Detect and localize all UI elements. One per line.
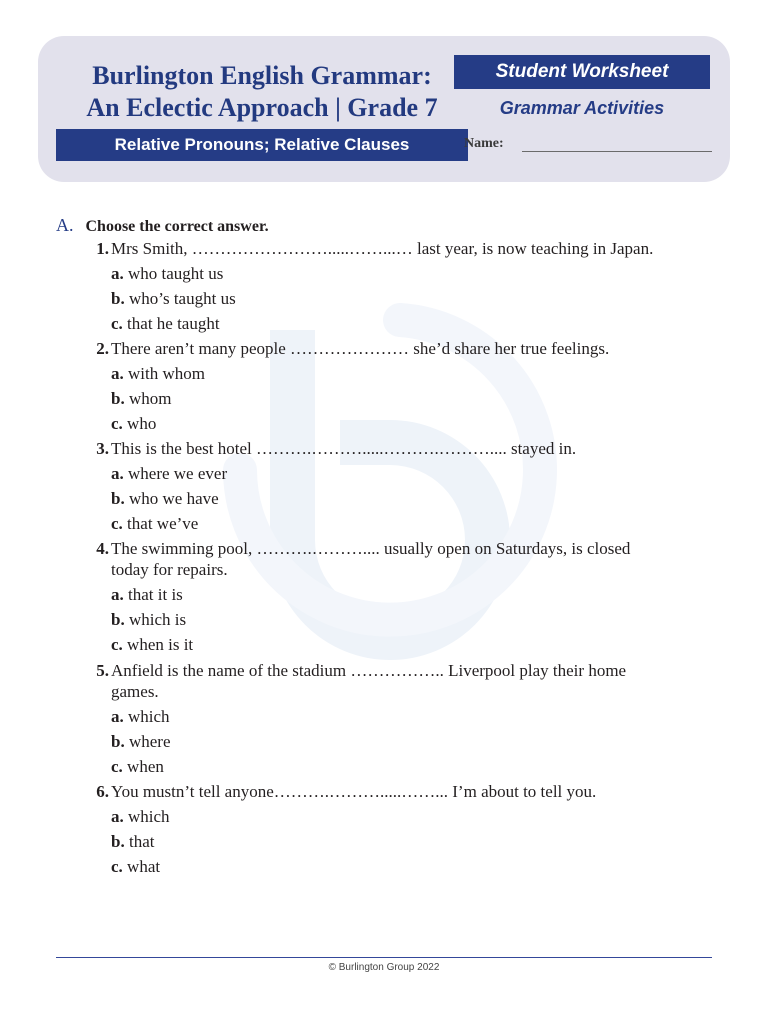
answer-option[interactable]: [111, 413, 156, 435]
grammar-activities-label: Grammar Activities: [499, 98, 665, 118]
answer-option[interactable]: [111, 584, 183, 606]
option-letter: c.: [111, 514, 123, 533]
title-line-2: An Eclectic Approach | Grade 7: [86, 93, 438, 122]
question-number: 2.: [96, 339, 109, 358]
answer-option[interactable]: [111, 388, 171, 410]
option-text: that it is: [128, 585, 183, 604]
answer-option[interactable]: [111, 263, 223, 285]
option-letter: a.: [111, 464, 124, 483]
question-text: There aren’t many people ………………… she’d share her true feelings.: [111, 339, 610, 358]
answer-option[interactable]: [111, 513, 198, 535]
question-text: You mustn’t tell anyone……….……….....……... I’m about to tell you.: [111, 782, 597, 801]
name-field[interactable]: [464, 136, 716, 158]
footer-copyright: © Burlington Group 2022: [328, 962, 440, 973]
topic-banner: Relative Pronouns; Relative Clauses: [56, 129, 468, 161]
option-text: who: [127, 414, 157, 433]
option-text: where we ever: [128, 464, 228, 483]
option-text: where: [128, 732, 171, 751]
title-line-1: Burlington English Grammar:: [92, 61, 432, 90]
answer-option[interactable]: [111, 831, 154, 853]
option-text: with whom: [128, 364, 205, 383]
answer-option[interactable]: [111, 806, 170, 828]
section-heading: [56, 212, 269, 240]
question-text: The swimming pool, ……….……….... usually open on Saturdays, is closed: [111, 539, 631, 558]
option-letter: b.: [111, 832, 125, 851]
option-text: who we have: [128, 489, 219, 508]
option-letter: c.: [111, 414, 123, 433]
answer-option[interactable]: [111, 463, 227, 485]
question-text: This is the best hotel ……….……….....……….……….... stayed in.: [111, 439, 577, 458]
option-letter: a.: [111, 264, 124, 283]
answer-option[interactable]: [111, 313, 220, 335]
answer-option[interactable]: [111, 856, 160, 878]
question-number: 4.: [96, 539, 109, 558]
answer-option[interactable]: [111, 634, 193, 656]
question-text: games.: [111, 682, 159, 701]
option-letter: c.: [111, 314, 123, 333]
question-text: Mrs Smith, …………………….....……...… last year, is now teaching in Japan.: [111, 239, 654, 258]
option-letter: b.: [111, 732, 125, 751]
option-letter: a.: [111, 707, 124, 726]
option-letter: b.: [111, 610, 125, 629]
footer-divider: [56, 957, 712, 958]
option-text: what: [127, 857, 161, 876]
answer-option[interactable]: [111, 363, 205, 385]
option-text: which: [128, 807, 170, 826]
option-text: when: [127, 757, 164, 776]
answer-option[interactable]: [111, 609, 186, 631]
option-text: that he taught: [127, 314, 220, 333]
option-text: whom: [128, 389, 172, 408]
section-instruction: Choose the correct answer.: [85, 218, 269, 235]
option-letter: a.: [111, 364, 124, 383]
option-text: who taught us: [128, 264, 224, 283]
option-letter: b.: [111, 389, 125, 408]
answer-option[interactable]: [111, 756, 164, 778]
option-text: that: [128, 832, 155, 851]
option-letter: c.: [111, 757, 123, 776]
answer-option[interactable]: [111, 706, 170, 728]
name-line[interactable]: [522, 151, 712, 152]
option-letter: b.: [111, 289, 125, 308]
option-letter: a.: [111, 585, 124, 604]
option-text: who’s taught us: [128, 289, 236, 308]
worksheet-header: [38, 36, 730, 182]
option-letter: c.: [111, 635, 123, 654]
option-text: which is: [128, 610, 187, 629]
question-number: 1.: [96, 239, 109, 258]
answer-option[interactable]: [111, 731, 171, 753]
option-text: when is it: [127, 635, 194, 654]
question-number: 5.: [96, 661, 109, 680]
question-number: 6.: [96, 782, 109, 801]
answer-option[interactable]: [111, 288, 236, 310]
student-worksheet-banner: Student Worksheet: [454, 55, 710, 89]
question-number: 3.: [96, 439, 109, 458]
name-label: Name:: [464, 136, 504, 151]
question-text: Anfield is the name of the stadium …………….. Liverpool play their home: [111, 661, 627, 680]
option-text: which: [128, 707, 170, 726]
option-letter: b.: [111, 489, 125, 508]
section-letter: A.: [56, 215, 74, 235]
worksheet-title: [62, 60, 462, 124]
answer-option[interactable]: [111, 488, 219, 510]
option-text: that we’ve: [127, 514, 199, 533]
option-letter: a.: [111, 807, 124, 826]
question-text: today for repairs.: [111, 560, 228, 579]
option-letter: c.: [111, 857, 123, 876]
